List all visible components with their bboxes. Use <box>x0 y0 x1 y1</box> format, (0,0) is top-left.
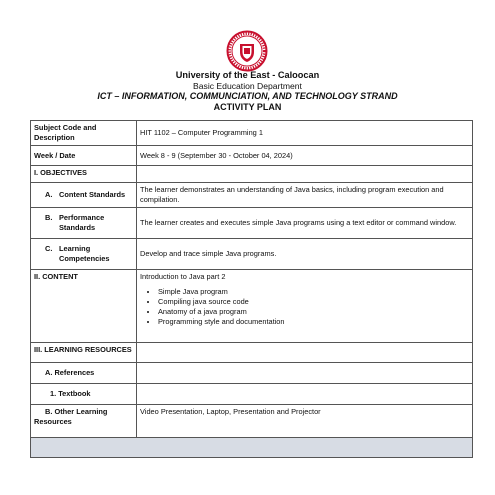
strand-title: ICT – INFORMATION, COMMUNCIATION, AND TECHNOLOGY STRAND <box>97 91 398 101</box>
performance-standards-text: Performance <box>59 213 105 222</box>
other-resources-value: Video Presentation, Laptop, Presentation and Projector <box>137 405 473 438</box>
table-row-learning-competencies <box>31 239 473 270</box>
list-item: • Programming style and documentation <box>158 317 469 327</box>
table-row-objectives <box>31 166 473 183</box>
university-name: University of the East - Caloocan <box>175 70 320 80</box>
performance-standards-index: B. <box>45 213 53 222</box>
content-standards-label <box>31 183 137 208</box>
list-item: • Compiling java source code <box>158 297 469 307</box>
learning-competencies-label <box>31 239 137 270</box>
table-row-content <box>31 270 473 343</box>
performance-standards-label <box>31 208 137 239</box>
table-row-other-resources <box>31 405 473 438</box>
learning-competencies-text-cont: Competencies <box>59 254 110 263</box>
objectives-value <box>137 166 473 183</box>
week-label: Week / Date <box>31 146 137 166</box>
table-row-week <box>31 146 473 166</box>
table-footer-band <box>31 438 473 458</box>
table-row-content-standards <box>31 183 473 208</box>
activity-plan-table <box>30 120 473 458</box>
learning-competencies-text: Learning <box>59 244 91 253</box>
content-value <box>137 270 473 343</box>
objectives-label: I. OBJECTIVES <box>31 166 137 183</box>
table-row-textbook <box>31 384 473 405</box>
content-topic-list <box>140 287 469 327</box>
other-resources-label <box>31 405 137 438</box>
references-label: A. References <box>31 363 137 384</box>
learning-resources-value <box>137 343 473 363</box>
document-title: ACTIVITY PLAN <box>213 101 282 112</box>
footer-band-cell <box>31 438 473 458</box>
learning-resources-label: III. LEARNING RESOURCES <box>31 343 137 363</box>
other-resources-text: B. Other Learning <box>45 407 108 416</box>
subject-label: Subject Code and Description <box>31 121 137 146</box>
references-value <box>137 363 473 384</box>
content-intro: Introduction to Java part 2 <box>140 272 226 281</box>
week-value: Week 8 - 9 (September 30 - October 04, 2024) <box>137 146 473 166</box>
learning-competencies-index: C. <box>45 244 53 253</box>
content-standards-value: The learner demonstrates an understanding of Java basics, including program execution and compilation. <box>137 183 473 208</box>
list-item: • Anatomy of a java program <box>158 307 469 317</box>
textbook-label: 1. Textbook <box>31 384 137 405</box>
table-row-learning-resources <box>31 343 473 363</box>
document-header <box>0 70 495 112</box>
performance-standards-value: The learner creates and executes simple Java programs using a text editor or command window. <box>137 208 473 239</box>
other-resources-text-cont: Resources <box>34 417 72 426</box>
table-row-references <box>31 363 473 384</box>
learning-competencies-value: Develop and trace simple Java programs. <box>137 239 473 270</box>
performance-standards-text-cont: Standards <box>59 223 96 232</box>
subject-value: HIT 1102 – Computer Programming 1 <box>137 121 473 146</box>
content-label: II. CONTENT <box>31 270 137 343</box>
university-seal-icon <box>226 30 268 72</box>
department-name: Basic Education Department <box>193 80 302 91</box>
table-row-performance-standards <box>31 208 473 239</box>
textbook-value <box>137 384 473 405</box>
content-standards-index: A. <box>45 190 53 199</box>
list-item: • Simple Java program <box>158 287 469 297</box>
content-standards-text: Content Standards <box>59 190 126 199</box>
table-row-subject <box>31 121 473 146</box>
